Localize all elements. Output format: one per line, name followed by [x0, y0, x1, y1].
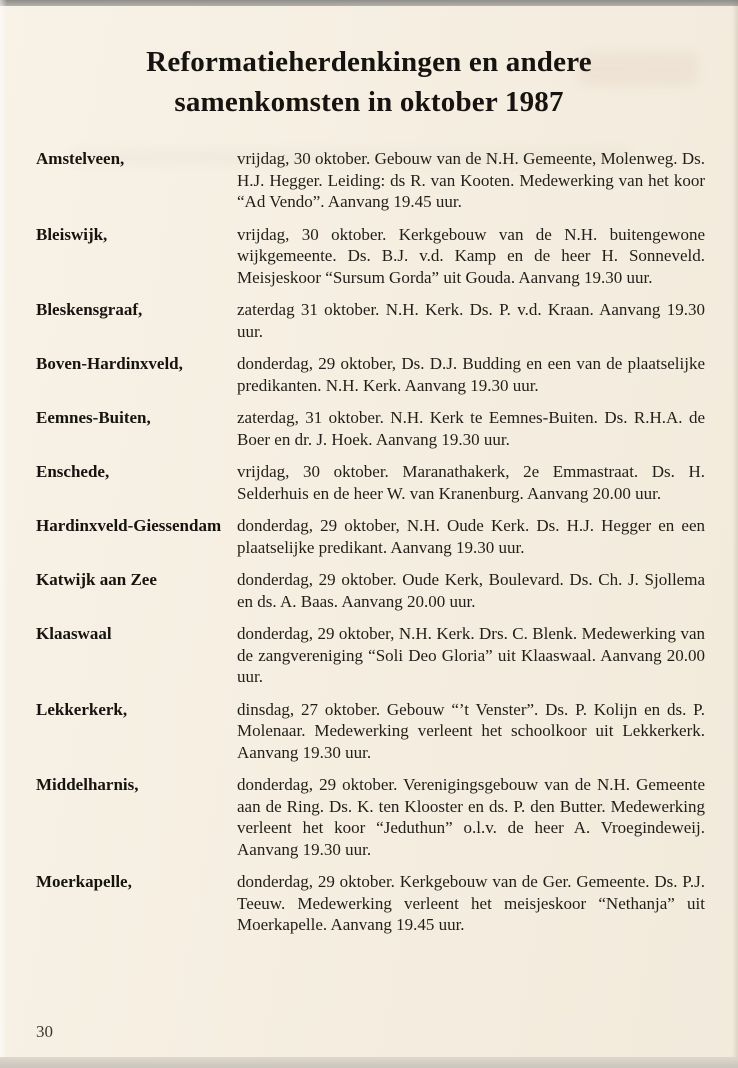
event-details: donderdag, 29 oktober, Ds. D.J. Budding en een van de plaatselijke predikanten. N.H. Kerk. Aanvang 19.30 uur.: [237, 354, 705, 395]
scan-edge-top: [0, 0, 738, 6]
event-details: vrijdag, 30 oktober. Gebouw van de N.H. Gemeente, Molenweg. Ds. H.J. Hegger. Leiding: ds R. van Kooten. Medewerking van het koor “Ad Vendo”. Aanvang 19.45 uur.: [237, 149, 705, 211]
list-item: [36, 299, 705, 342]
place-label: Eemnes-Buiten,: [36, 408, 151, 427]
list-item: [36, 224, 705, 289]
event-details: vrijdag, 30 oktober. Kerkgebouw van de N.H. buitengewone wijkgemeente. Ds. B.J. v.d. Kamp en de heer H. Sonneveld. Meisjeskoor “Sursum Gorda” uit Gouda. Aanvang 19.30 uur.: [237, 224, 705, 287]
event-details: zaterdag 31 oktober. N.H. Kerk. Ds. P. v.d. Kraan. Aanvang 19.30 uur.: [237, 300, 705, 341]
list-item: [36, 774, 705, 860]
place-label: Middelharnis,: [36, 775, 139, 794]
place-label: Boven-Hardinxveld,: [36, 354, 183, 373]
page-title-line2: samenkomsten in oktober 1987: [174, 86, 564, 118]
scan-edge-right: [732, 0, 738, 1068]
event-details: donderdag, 29 oktober. Kerkgebouw van de Ger. Gemeente. Ds. P.J. Teeuw. Medewerking verleent het meisjeskoor “Nethanja” uit Moerkapelle. Aanvang 19.45 uur.: [237, 872, 705, 934]
list-item: [36, 871, 705, 936]
place-label: Hardinxveld-Giessendam: [36, 516, 222, 535]
scan-edge-bottom: [0, 1057, 738, 1068]
scan-edge-left: [0, 0, 7, 1068]
place-label: Bleiswijk,: [36, 224, 108, 244]
event-details: dinsdag, 27 oktober. Gebouw “’t Venster”. Ds. P. Kolijn en ds. P. Molenaar. Medewerking verleent het schoolkoor uit Lekkerkerk. Aanvang 19.30 uur.: [237, 699, 705, 762]
place-label: Lekkerkerk,: [36, 699, 128, 719]
list-item: [36, 148, 705, 213]
page-number: 30: [36, 1022, 53, 1041]
list-item: [36, 623, 705, 688]
event-details: donderdag, 29 oktober, N.H. Kerk. Drs. C. Blenk. Medewerking van de zangvereniging “Soli Deo Gloria” uit Klaaswaal. Aanvang 20.00 uur.: [237, 624, 705, 686]
place-label: Bleskensgraaf,: [36, 300, 143, 319]
place-label: Klaaswaal: [36, 624, 112, 643]
page-title-line1: Reformatieherdenkingen en andere: [146, 46, 592, 78]
event-details: vrijdag, 30 oktober. Maranathakerk, 2e Emmastraat. Ds. H. Selderhuis en de heer W. van Kranenburg. Aanvang 20.00 uur.: [237, 462, 705, 503]
event-details: donderdag, 29 oktober, N.H. Oude Kerk. Ds. H.J. Hegger en een plaatselijke predikant. Aanvang 19.30 uur.: [237, 516, 705, 557]
list-item: [36, 353, 705, 396]
place-label: Amstelveen,: [36, 149, 125, 168]
page-title: [56, 42, 682, 122]
event-list: [36, 148, 705, 936]
list-item: [36, 461, 705, 504]
list-item: [36, 699, 705, 764]
event-details: donderdag, 29 oktober. Verenigingsgebouw van de N.H. Gemeente aan de Ring. Ds. K. ten Klooster en ds. P. den Butter. Medewerking verleent het koor “Jeduthun” o.l.v. de heer A. Vroegindeweij. Aanvang 19.30 uur.: [237, 775, 705, 859]
list-item: [36, 515, 705, 558]
event-details: zaterdag, 31 oktober. N.H. Kerk te Eemnes-Buiten. Ds. R.H.A. de Boer en dr. J. Hoek. Aanvang 19.30 uur.: [237, 408, 705, 449]
list-item: [36, 407, 705, 450]
event-details: donderdag, 29 oktober. Oude Kerk, Boulevard. Ds. Ch. J. Sjollema en ds. A. Baas. Aanvang 20.00 uur.: [237, 570, 705, 611]
place-label: Moerkapelle,: [36, 872, 132, 891]
place-label: Katwijk aan Zee: [36, 570, 157, 589]
place-label: Enschede,: [36, 462, 110, 481]
list-item: [36, 569, 705, 612]
